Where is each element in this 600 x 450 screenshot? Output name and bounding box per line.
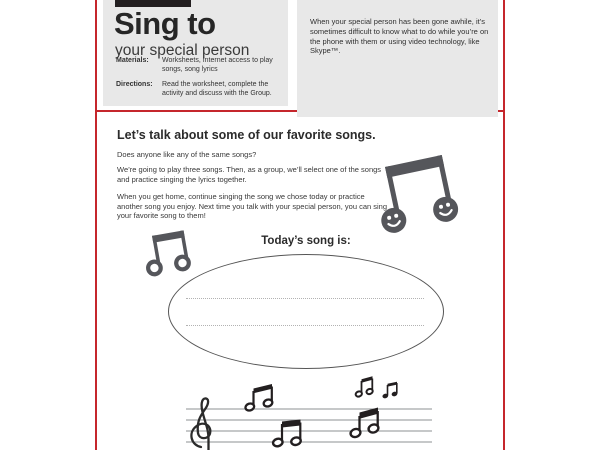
page-title: Sing to <box>114 6 216 41</box>
beamed-note-pair <box>355 376 373 397</box>
todays-song-label: Today’s song is: <box>261 235 351 247</box>
staff-lines <box>186 409 432 442</box>
page-subtitle: your special person <box>115 42 250 59</box>
song-write-line <box>186 325 424 326</box>
materials-label: Materials: <box>116 57 149 64</box>
body-paragraph: When you get home, continue singing the song we chose today or practice another song you enjoy. Next time you talk with your special person, you can sing your favorite song to them! <box>117 192 388 221</box>
materials-row <box>116 56 278 74</box>
page-border-right-rule <box>503 0 505 450</box>
materials-value: Worksheets, Internet access to play songs, song lyrics <box>162 57 273 73</box>
body-paragraph: We’re going to play three songs. Then, as a group, we’ll select one of the songs and practice singing the lyrics together. <box>117 165 382 184</box>
beamed-note-pair <box>350 408 380 439</box>
outline-beamed-notes-icon <box>138 223 201 279</box>
song-answer-oval <box>168 254 444 369</box>
directions-value: Read the worksheet, complete the activity and discuss with the Group. <box>162 81 272 97</box>
directions-label: Directions: <box>116 81 153 88</box>
intro-note-text: When your special person has been gone awhile, it’s sometimes difficult to know what to do while you’re on the phone with them or using video technology, like Skype™. <box>310 17 489 56</box>
song-write-line <box>186 298 424 299</box>
music-staff <box>145 370 445 450</box>
intro-note-panel <box>297 0 498 117</box>
beamed-note-pair <box>382 382 398 399</box>
section-heading: Let’s talk about some of our favorite songs. <box>117 128 376 142</box>
beamed-note-pair <box>245 384 274 412</box>
header-panel <box>103 0 288 106</box>
directions-row <box>116 80 278 98</box>
page-border-left-rule <box>95 0 97 450</box>
body-paragraph: Does anyone like any of the same songs? <box>117 150 257 159</box>
beamed-note-pair <box>272 420 301 448</box>
